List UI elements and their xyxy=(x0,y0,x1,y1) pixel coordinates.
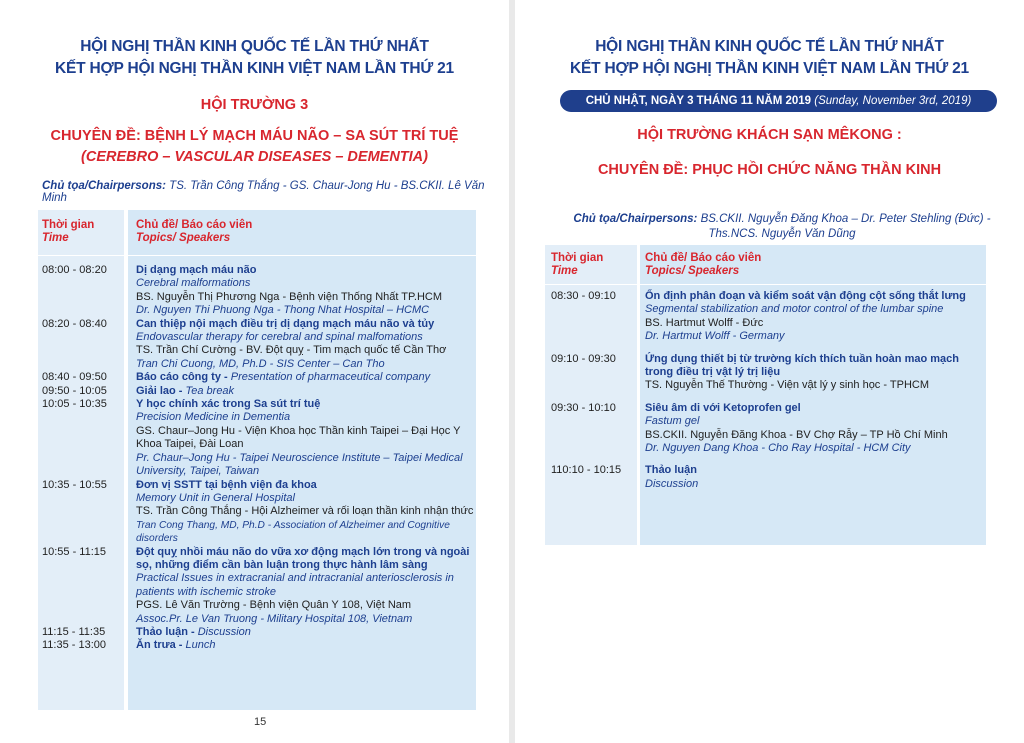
row-english-text: Tran Cong Thang, MD, Ph.D - Association of Alzheimer and Cognitive disorders xyxy=(136,519,450,545)
table-header-topic xyxy=(645,252,761,278)
row-english-text: Practical Issues in extracranial and intracranial anteriosclerosis in patients with ischemic stroke xyxy=(136,572,454,598)
table-row xyxy=(551,290,985,344)
header-topic-vi: Chủ đề/ Báo cáo viên xyxy=(136,219,253,231)
chairpersons xyxy=(42,180,502,204)
row-content xyxy=(136,479,474,546)
row-title: Thảo luận - xyxy=(136,625,195,638)
row-speaker: TS. Trần Chí Cường - BV. Đột quỵ - Tim mạch quốc tế Cần Thơ xyxy=(136,344,447,357)
table-row xyxy=(42,479,474,546)
row-content xyxy=(136,385,474,398)
chairpersons xyxy=(562,212,1002,242)
row-speaker: TS. Nguyễn Thế Thường - Viện vật lý y sinh học - TPHCM xyxy=(645,379,929,392)
row-time: 09:50 - 10:05 xyxy=(42,384,107,397)
table-row xyxy=(42,626,474,639)
row-english-text: Fastum gel xyxy=(645,415,700,428)
header-divider xyxy=(38,255,476,256)
row-time: 11:15 - 11:35 xyxy=(42,625,106,638)
chairpersons-names-line-1: BS.CKII. Nguyễn Đăng Khoa – Dr. Peter Stehling (Đức) - xyxy=(700,213,991,225)
conference-title-line-2: KẾT HỢP HỘI NGHỊ THẦN KINH VIỆT NAM LẦN THỨ 21 xyxy=(55,60,454,77)
table-row xyxy=(551,402,985,456)
row-speaker: BS. Nguyễn Thị Phương Nga - Bệnh viện Thống Nhất TP.HCM xyxy=(136,290,443,303)
row-title: Dị dạng mạch máu não xyxy=(136,264,257,276)
row-title: Ăn trưa - xyxy=(136,639,183,652)
row-title-english: Discussion xyxy=(197,625,251,638)
table-header-time xyxy=(42,219,94,245)
row-title: Can thiệp nội mạch điều trị dị dạng mạch máu não và tủy xyxy=(136,317,435,330)
table-row xyxy=(42,264,474,318)
row-content xyxy=(136,639,474,652)
row-english-text: Pr. Chaur–Jong Hu - Taipei Neuroscience Institute – Taipei Medical University, Taipei, Taiwan xyxy=(136,451,463,478)
row-title-english: Presentation of pharmaceutical company xyxy=(230,371,431,384)
row-time: 11:35 - 13:00 xyxy=(42,639,107,652)
row-time: 09:30 - 10:10 xyxy=(551,401,616,414)
table-row xyxy=(42,385,474,398)
row-title: Ổn định phân đoạn và kiểm soát vận động cột sống thắt lưng xyxy=(645,290,966,302)
row-time: 08:30 - 09:10 xyxy=(551,290,616,302)
row-title: Giải lao - xyxy=(136,384,183,397)
left-page xyxy=(0,0,509,743)
row-title-english: Tea break xyxy=(185,384,235,397)
table-header-time xyxy=(551,252,603,278)
row-content xyxy=(136,398,474,478)
row-english-text: Dr. Hartmut Wolff - Germany xyxy=(645,330,785,343)
row-speaker: GS. Chaur–Jong Hu - Viện Khoa học Thần kinh Taipei – Đại Học Y Khoa Taipei, Đài Loan xyxy=(136,424,461,451)
chairpersons-names: TS. Trần Công Thắng - GS. Chaur-Jong Hu - BS.CKII. Lê Văn Minh xyxy=(42,180,485,204)
right-page xyxy=(515,0,1024,743)
row-english-text: Segmental stabilization and motor control of the lumbar spine xyxy=(645,303,944,316)
row-title: Báo cáo công ty - xyxy=(136,371,228,384)
row-time: 08:00 - 08:20 xyxy=(42,264,107,276)
schedule-table xyxy=(551,290,985,491)
session-topic: CHUYÊN ĐỀ: PHỤC HỒI CHỨC NĂNG THẦN KINH xyxy=(597,162,942,178)
row-english-text: Precision Medicine in Dementia xyxy=(136,411,291,424)
row-content xyxy=(645,290,985,344)
row-speaker: BS. Hartmut Wolff - Đức xyxy=(645,316,764,329)
hall-title: HỘI TRƯỜNG 3 xyxy=(200,97,309,113)
row-title: Y học chính xác trong Sa sút trí tuệ xyxy=(136,398,321,411)
table-row xyxy=(551,464,985,491)
row-time: 110:10 - 10:15 xyxy=(551,464,622,477)
row-time: 10:35 - 10:55 xyxy=(42,478,107,491)
row-speaker: TS. Trần Công Thắng - Hội Alzheimer và rối loạn thần kinh nhận thức xyxy=(136,505,474,518)
session-topic: CHUYÊN ĐỀ: BỆNH LÝ MẠCH MÁU NÃO – SA SÚT TRÍ TUỆ xyxy=(50,128,459,144)
table-row xyxy=(42,546,474,626)
row-time: 10:05 - 10:35 xyxy=(42,398,107,411)
table-header-topic xyxy=(136,219,252,245)
header-time-vi: Thời gian xyxy=(42,219,95,231)
header-divider xyxy=(545,284,986,285)
header-time-en: Time xyxy=(42,232,69,244)
page-number: 15 xyxy=(254,716,267,728)
header-topic-en: Topics/ Speakers xyxy=(645,265,740,277)
header-topic-vi: Chủ đề/ Báo cáo viên xyxy=(645,252,762,264)
row-english-text: Cerebral malformations xyxy=(136,277,251,290)
chairpersons-names-line-2: Ths.NCS. Nguyễn Văn Dũng xyxy=(708,228,856,240)
row-title: Ứng dụng thiết bị từ trường kích thích tuần hoàn mao mạch trong điều trị vật lý trị liệu xyxy=(645,352,959,379)
session-topic-english: (CEREBRO – VASCULAR DISEASES – DEMENTIA) xyxy=(81,149,428,165)
row-english-text: Memory Unit in General Hospital xyxy=(136,491,295,504)
row-time: 09:10 - 09:30 xyxy=(551,352,616,365)
row-time: 08:40 - 09:50 xyxy=(42,371,107,384)
row-speaker: BS.CKII. Nguyễn Đăng Khoa - BV Chợ Rẫy – TP Hồ Chí Minh xyxy=(645,428,948,441)
row-english-text: Dr. Nguyen Dang Khoa - Cho Ray Hospital - HCM City xyxy=(645,442,911,455)
header-time-vi: Thời gian xyxy=(551,252,604,264)
row-content xyxy=(645,353,985,393)
row-content xyxy=(136,318,474,372)
conference-title-line-2: KẾT HỢP HỘI NGHỊ THẦN KINH VIỆT NAM LẦN THỨ 21 xyxy=(570,60,969,77)
row-english-text: Endovascular therapy for cerebral and spinal malfomations xyxy=(136,331,423,344)
row-english-text: Tran Chi Cuong, MD, Ph.D - SIS Center – Can Tho xyxy=(136,357,385,370)
table-row xyxy=(42,371,474,384)
row-content xyxy=(136,264,474,318)
row-content xyxy=(136,626,474,639)
header-time-en: Time xyxy=(551,265,578,277)
row-title-english: Lunch xyxy=(185,639,216,652)
date-banner xyxy=(560,90,997,112)
conference-title-line-1: HỘI NGHỊ THẦN KINH QUỐC TẾ LẦN THỨ NHẤT xyxy=(595,38,944,55)
row-content xyxy=(136,371,474,384)
row-content xyxy=(645,402,985,456)
row-title: Siêu âm di với Ketoprofen gel xyxy=(645,401,801,414)
date-vietnamese: CHỦ NHẬT, NGÀY 3 THÁNG 11 NĂM 2019 xyxy=(585,95,812,107)
row-title: Đơn vị SSTT tại bệnh viện đa khoa xyxy=(136,478,317,491)
table-row xyxy=(42,639,474,652)
row-title: Thảo luận xyxy=(645,464,697,477)
chairpersons-label: Chủ tọa/Chairpersons: xyxy=(573,213,698,225)
conference-title-line-1: HỘI NGHỊ THẦN KINH QUỐC TẾ LẦN THỨ NHẤT xyxy=(80,38,429,55)
table-row xyxy=(42,398,474,478)
date-english: (Sunday, November 3rd, 2019) xyxy=(814,95,972,107)
row-english-text: Dr. Nguyen Thi Phuong Nga - Thong Nhat Hospital – HCMC xyxy=(136,304,430,317)
header-topic-en: Topics/ Speakers xyxy=(136,232,231,244)
chairpersons-label: Chủ tọa/Chairpersons: xyxy=(42,180,166,192)
row-english-text: Assoc.Pr. Le Van Truong - Military Hospital 108, Vietnam xyxy=(136,612,413,625)
row-content xyxy=(645,464,985,491)
row-title: Đột quỵ nhồi máu não do vữa xơ động mạch lớn trong và ngoài sọ, những điểm cần bàn luận trong thực hành lâm sàng xyxy=(136,545,470,571)
table-row xyxy=(42,318,474,372)
row-english-text: Discussion xyxy=(645,477,699,490)
schedule-table xyxy=(42,264,474,653)
row-speaker: PGS. Lê Văn Trường - Bệnh viện Quân Y 108, Việt Nam xyxy=(136,599,412,612)
hall-title: HỘI TRƯỜNG KHÁCH SẠN MÊKONG : xyxy=(637,127,902,143)
row-time: 08:20 - 08:40 xyxy=(42,317,107,330)
row-content xyxy=(136,546,474,626)
table-row xyxy=(551,353,985,393)
row-time: 10:55 - 11:15 xyxy=(42,545,107,558)
